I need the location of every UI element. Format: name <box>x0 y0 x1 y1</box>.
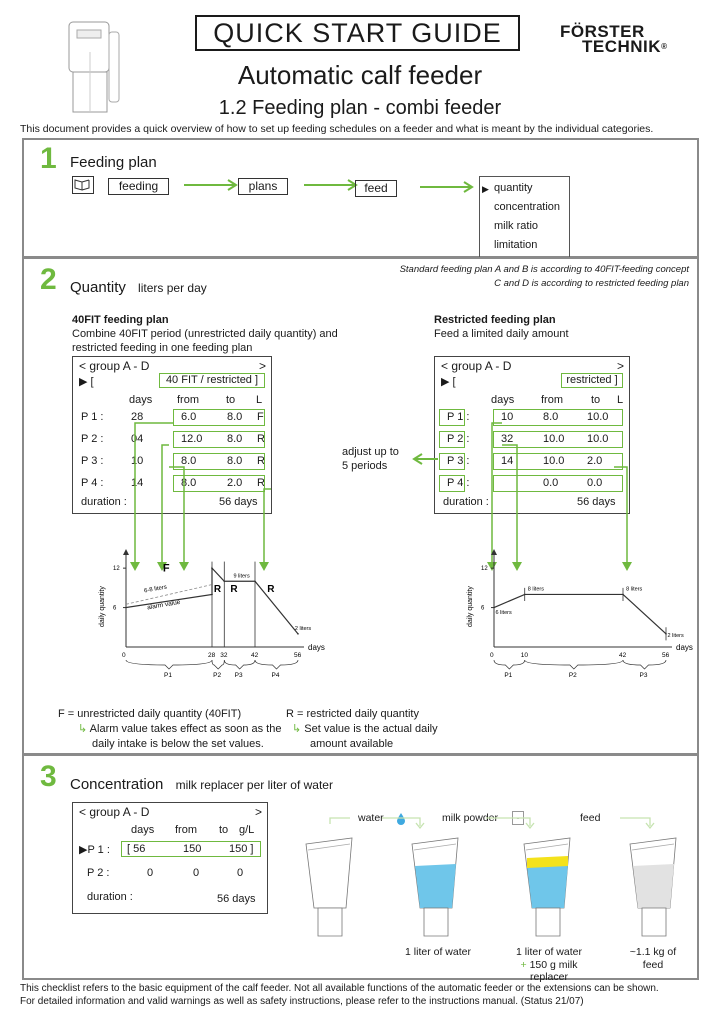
period-brace <box>525 660 623 669</box>
period-label: P1 <box>504 672 513 679</box>
duration-label: duration : <box>87 891 133 903</box>
concentration-panel <box>72 802 268 914</box>
duration-value: 56 days <box>217 893 256 905</box>
logo-line2: TECHNIK <box>582 37 662 56</box>
row-to[interactable]: 8.0 <box>227 455 243 467</box>
water-label: water <box>358 812 384 824</box>
col-days: days <box>129 394 153 406</box>
row-label: P 4 : <box>81 477 104 489</box>
section-number: 1 <box>40 142 57 175</box>
annotation: 2 liters <box>294 625 312 632</box>
cup3-line2: feed <box>642 958 664 971</box>
footer-note <box>20 983 659 1008</box>
mode-marker: ▶ [ <box>79 376 94 388</box>
data-point <box>125 607 127 609</box>
cup-icon <box>412 838 458 936</box>
segment-letter: R <box>213 583 222 595</box>
section-title: Feeding plan <box>70 154 157 171</box>
return-arrow-icon: ↳ <box>292 723 305 735</box>
row-label: P 1 : <box>447 411 470 423</box>
section-quantity <box>22 257 699 755</box>
row-to[interactable]: 2.0 <box>227 477 243 489</box>
col-days: days <box>491 394 515 406</box>
legend-r-text: R = restricted daily quantity <box>286 708 419 720</box>
period-brace <box>126 660 212 669</box>
section-feeding-plan <box>22 138 699 258</box>
period-brace <box>212 660 224 669</box>
cup3-caption <box>620 946 686 971</box>
cups-illustration <box>300 814 700 944</box>
y-axis-label: daily quantity <box>99 586 106 627</box>
cup-part <box>536 908 560 936</box>
legend-f <box>58 707 281 752</box>
quantity-title: Quantity <box>70 279 126 296</box>
adjust-line2: 5 periods <box>342 460 388 472</box>
row-label: P 2 : <box>81 433 104 445</box>
mode-marker: ▶ [ <box>441 376 456 388</box>
period-label: P1 <box>164 672 172 679</box>
row-from[interactable]: 10.0 <box>543 433 565 445</box>
plan-desc2: restricted feeding in one feeding plan <box>72 342 253 354</box>
note-line2: C and D is according to restricted feeding plan <box>494 278 689 289</box>
menu-step-plans[interactable]: plans <box>238 178 288 195</box>
row-from: 150 <box>183 843 202 855</box>
x-axis-label: days <box>308 643 325 652</box>
row-to[interactable]: 10.0 <box>587 411 609 423</box>
cup-icon <box>630 838 676 936</box>
section-title <box>70 776 333 793</box>
menu-step-feed[interactable]: feed <box>355 180 397 197</box>
annotation: 2 liters <box>667 633 684 640</box>
row-label: P 3 : <box>81 455 104 467</box>
x-tick-label: 32 <box>220 652 228 659</box>
x-tick-label: 42 <box>619 652 627 659</box>
cup-part <box>527 856 568 868</box>
period-label: P2 <box>568 672 577 679</box>
page-title: QUICK START GUIDE <box>195 15 520 51</box>
powder-label: milk powder <box>442 812 499 824</box>
menu-item-milk-ratio[interactable]: milk ratio <box>494 220 539 232</box>
group-selector[interactable]: < group A - D <box>441 359 512 373</box>
row-label: P 4 : <box>447 477 470 489</box>
cup-part <box>642 908 666 936</box>
chapter-title: 1.2 Feeding plan - combi feeder <box>218 97 502 119</box>
row-l[interactable]: R <box>257 455 265 467</box>
concentration-title: Concentration <box>70 776 164 793</box>
segment-letter: F <box>162 562 170 575</box>
menu-item-limitation[interactable]: limitation <box>494 239 538 251</box>
row-to[interactable]: 10.0 <box>587 433 609 445</box>
row-to: 150 ] <box>229 843 254 855</box>
chart-40fit <box>68 547 325 697</box>
row-label: P 1 : <box>81 411 104 423</box>
annotation: 8 liters <box>626 586 643 593</box>
row-from[interactable]: 12.0 <box>181 433 203 445</box>
group-next-arrow[interactable]: > <box>255 805 263 819</box>
col-days: days <box>131 824 155 836</box>
quantity-unit: liters per day <box>138 281 207 295</box>
period-label: P2 <box>213 672 222 679</box>
duration-label: duration : <box>443 496 489 508</box>
period-label: P3 <box>639 672 648 679</box>
segment-letter: R <box>230 583 238 595</box>
return-arrow-icon: ↳ <box>78 723 90 735</box>
legend-r-sub2: amount available <box>310 738 394 750</box>
feed-label: feed <box>580 812 601 824</box>
plan-desc1: Feed a limited daily amount <box>434 328 569 340</box>
x-tick-label: 56 <box>294 652 302 659</box>
x-tick-label: 0 <box>490 652 494 659</box>
row-days: [ 56 <box>127 843 146 855</box>
row-label: P 2 : <box>447 433 470 445</box>
row-from[interactable]: 8.0 <box>181 477 197 489</box>
annotation: 9 liters <box>233 573 250 580</box>
plan-heading: Restricted feeding plan <box>434 314 556 326</box>
col-gl: g/L <box>239 824 255 836</box>
col-to: to <box>226 394 236 406</box>
y-axis-label: daily quantity <box>467 586 474 627</box>
y-tick-label: 12 <box>113 566 120 573</box>
row-from[interactable]: 0.0 <box>543 477 559 489</box>
annotation: 8 liters <box>527 586 544 593</box>
row-from[interactable]: 6.0 <box>181 411 197 423</box>
col-l: L <box>256 394 263 406</box>
y-axis-arrow <box>123 549 129 555</box>
row-to[interactable]: 0.0 <box>587 477 603 489</box>
cup-icon <box>524 838 570 936</box>
row-days[interactable]: 14 <box>131 477 144 489</box>
cup-part <box>318 908 342 936</box>
mode-field[interactable]: 40 FIT / restricted ] <box>159 373 265 388</box>
row-from[interactable]: 10.0 <box>543 455 565 467</box>
legend-r-sub1: Set value is the actual daily <box>304 723 438 735</box>
cup-icon <box>306 838 352 936</box>
duration-value: 56 days <box>577 496 616 508</box>
cup2-line3: replacer <box>530 971 568 983</box>
row-to[interactable]: 8.0 <box>227 411 243 423</box>
chart-restricted <box>436 547 693 697</box>
x-tick-label: 56 <box>662 652 670 659</box>
legend-f-text: F = unrestricted daily quantity (40FIT) <box>58 708 242 720</box>
y-tick-label: 6 <box>113 605 117 612</box>
legend-f-sub1: Alarm value takes effect as soon as the <box>89 723 282 735</box>
logo-reg: ® <box>661 42 668 51</box>
col-from: from <box>177 394 199 406</box>
powder-icon: - <box>512 811 524 825</box>
concentration-unit: milk replacer per liter of water <box>175 778 333 792</box>
logo-line1: FÖRSTER <box>560 22 645 41</box>
menu-step-feeding[interactable]: feeding <box>108 178 169 195</box>
row-to: 0 <box>237 867 244 879</box>
row-days[interactable]: 10 <box>501 411 514 423</box>
row-label: P 3 : <box>447 455 470 467</box>
x-tick-label: 42 <box>251 652 259 659</box>
row-days[interactable]: 10 <box>131 455 144 467</box>
row-label: ▶P 1 : <box>79 844 110 856</box>
menu-item-concentration[interactable]: concentration <box>494 201 561 213</box>
row-from[interactable]: 8.0 <box>181 455 197 467</box>
period-label: P3 <box>234 672 243 679</box>
row-label: P 2 : <box>87 867 110 879</box>
row-days[interactable]: 32 <box>501 433 514 445</box>
cup-part <box>415 864 456 908</box>
row-to[interactable]: 8.0 <box>227 433 243 445</box>
group-next-arrow[interactable]: > <box>617 359 625 373</box>
section-concentration <box>22 754 699 983</box>
row-l[interactable]: R <box>257 477 265 489</box>
x-tick-label: 10 <box>520 652 528 659</box>
cup-part <box>633 864 674 908</box>
row-from: 0 <box>193 867 200 879</box>
col-to: to <box>591 394 601 406</box>
arrow-right-icon <box>420 180 476 199</box>
y-tick-label: 6 <box>481 605 485 612</box>
section-number: 2 <box>40 263 57 296</box>
period-brace <box>224 660 255 669</box>
legend-f-sub2: daily intake is below the set values. <box>92 738 264 750</box>
col-from: from <box>541 394 563 406</box>
col-from: from <box>175 824 197 836</box>
cup-part <box>527 864 568 908</box>
annotation: alarm value <box>146 598 181 612</box>
section-number: 3 <box>40 760 57 793</box>
duration-value: 56 days <box>219 496 258 508</box>
adjust-line1: adjust up to <box>342 446 399 458</box>
selected-marker-icon: ▶ <box>482 184 489 194</box>
x-axis-label: days <box>676 643 693 652</box>
cup-part <box>424 908 448 936</box>
intro-text: This document provides a quick overview of how to set up feeding schedules on a feeder and what is meant by the individual categories. <box>20 123 654 135</box>
group-next-arrow[interactable]: > <box>259 359 267 373</box>
row-from[interactable]: 8.0 <box>543 411 559 423</box>
x-tick-label: 0 <box>122 652 126 659</box>
legend-r <box>286 707 438 752</box>
period-label: P4 <box>271 672 280 679</box>
data-point <box>493 607 495 609</box>
col-to: to <box>219 824 229 836</box>
cup3-line1: ~1.1 kg of <box>629 946 677 958</box>
segment-letter: R <box>267 583 275 595</box>
book-icon <box>72 176 94 194</box>
col-l: L <box>617 394 624 406</box>
series-line <box>494 594 666 633</box>
y-tick-label: 12 <box>481 566 488 573</box>
cup2-caption <box>499 946 599 984</box>
arrow-right-icon <box>304 178 360 197</box>
footer-line2: For detailed information and valid warnings as well as safety instructions, please refer to the instructions manual. (Status 21/07) <box>20 995 584 1007</box>
menu-item-quantity[interactable]: quantity <box>494 182 533 194</box>
period-brace <box>494 660 525 669</box>
data-point <box>297 633 299 635</box>
plus-icon: + <box>520 958 527 971</box>
row-l[interactable]: R <box>257 433 265 445</box>
y-axis-arrow <box>491 549 497 555</box>
row-days[interactable]: 04 <box>131 433 144 445</box>
row-days[interactable]: 28 <box>131 411 144 423</box>
cup2-line2: 150 g milk <box>529 958 578 971</box>
footer-line1: This checklist refers to the basic equipment of the calf feeder. Not all available functions of the automatic feeder or the extensions can be shown. <box>20 983 659 994</box>
group-selector[interactable]: < group A - D <box>79 359 150 373</box>
plan-desc1: Combine 40FIT period (unrestricted daily quantity) and <box>72 328 338 340</box>
x-tick-label: 28 <box>208 652 216 659</box>
plan-heading: 40FIT feeding plan <box>72 314 169 326</box>
brand-logo <box>560 24 667 54</box>
arrow-right-icon <box>184 178 240 197</box>
row-days[interactable]: 14 <box>501 455 514 467</box>
mode-field[interactable]: restricted ] <box>561 373 623 388</box>
period-brace <box>623 660 666 669</box>
feed-submenu <box>479 176 570 258</box>
product-title: Automatic calf feeder <box>237 60 483 90</box>
row-l[interactable]: F <box>257 411 264 423</box>
note-line1: Standard feeding plan A and B is according to 40FIT-feeding concept <box>399 264 689 275</box>
cup2-line1: 1 liter of water <box>516 946 582 958</box>
period-brace <box>255 660 298 669</box>
annotation: 6-8 liters <box>143 584 168 595</box>
cup-part <box>306 838 352 908</box>
row-days: 0 <box>147 867 154 879</box>
cup1-caption: 1 liter of water <box>405 946 471 958</box>
group-selector[interactable]: < group A - D <box>79 805 150 819</box>
row-to[interactable]: 2.0 <box>587 455 603 467</box>
duration-label: duration : <box>81 496 127 508</box>
annotation: 6 liters <box>495 610 512 617</box>
